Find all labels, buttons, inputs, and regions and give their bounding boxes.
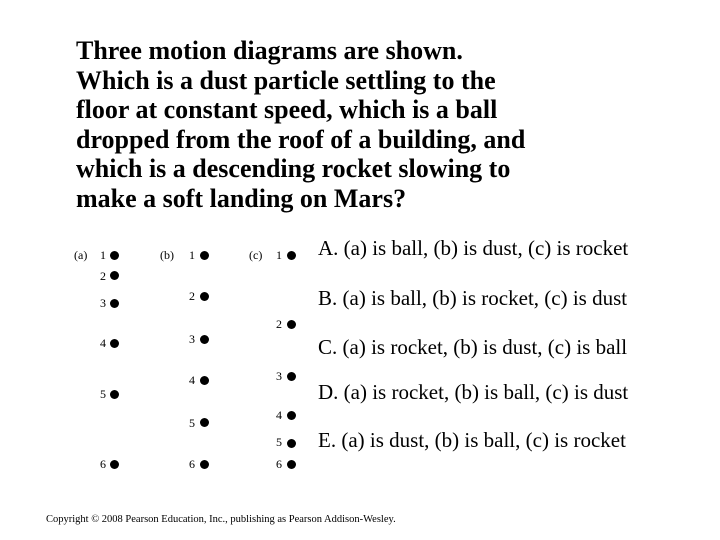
question-line: Three motion diagrams are shown. [76, 36, 463, 65]
diagram-b-label: (b) [160, 248, 174, 262]
diagram-b-frame-number: 6 [189, 457, 195, 471]
question-line: dropped from the roof of a building, and [76, 124, 526, 154]
diagram-b-position-dot [200, 292, 209, 301]
question-line: make a soft landing on Mars? [76, 183, 407, 213]
diagram-c-frame-number: 3 [276, 369, 282, 383]
diagram-a-frame-number: 2 [100, 269, 106, 283]
diagram-c-position-dot [287, 320, 296, 329]
diagram-a-frame-number: 6 [100, 457, 106, 471]
choice-c[interactable]: C. (a) is rocket, (b) is dust, (c) is ball [318, 335, 628, 359]
diagram-b-position-dot [200, 418, 209, 427]
diagram-a-position-dot [110, 271, 119, 280]
diagram-c-frame-number: 5 [276, 435, 282, 449]
diagram-c-position-dot [287, 251, 296, 260]
diagram-c-frame-number: 2 [276, 317, 282, 331]
diagram-a-position-dot [110, 251, 119, 260]
question-line: which is a descending rocket slowing to [76, 154, 511, 183]
copyright-footer: Copyright © 2008 Pearson Education, Inc., publishing as Pearson Addison-Wesley. [46, 514, 396, 525]
diagram-c-frame-number: 6 [276, 457, 282, 471]
diagram-b-frame-number: 2 [189, 289, 195, 303]
question-line: floor at constant speed, which is a ball [76, 95, 498, 124]
question-line: Which is a dust particle settling to the [76, 65, 496, 95]
diagram-c-frame-number: 1 [276, 248, 282, 262]
choice-d[interactable]: D. (a) is rocket, (b) is ball, (c) is dust [318, 380, 629, 404]
diagram-c-label: (c) [249, 248, 263, 262]
diagram-c-position-dot [287, 460, 296, 469]
diagram-a-position-dot [110, 299, 119, 308]
choice-e[interactable]: E. (a) is dust, (b) is ball, (c) is rocket [318, 428, 626, 452]
diagram-b-frame-number: 1 [189, 248, 195, 262]
diagram-c-position-dot [287, 439, 296, 448]
motion-diagrams [0, 0, 320, 480]
diagram-b-position-dot [200, 460, 209, 469]
diagram-a-frame-number: 1 [100, 248, 106, 262]
diagram-a-position-dot [110, 339, 119, 348]
diagram-a-frame-number: 4 [100, 336, 106, 350]
choice-b[interactable]: B. (a) is ball, (b) is rocket, (c) is dust [318, 286, 628, 310]
choice-a[interactable]: A. (a) is ball, (b) is dust, (c) is rocket [318, 236, 629, 260]
diagram-c-position-dot [287, 372, 296, 381]
diagram-b-frame-number: 3 [189, 332, 195, 346]
diagram-b-position-dot [200, 376, 209, 385]
diagram-c-frame-number: 4 [276, 408, 282, 422]
diagram-a-frame-number: 3 [100, 296, 106, 310]
diagram-a-position-dot [110, 460, 119, 469]
diagram-c-position-dot [287, 411, 296, 420]
diagram-b-position-dot [200, 251, 209, 260]
diagram-b-position-dot [200, 335, 209, 344]
diagram-a-position-dot [110, 390, 119, 399]
diagram-a-label: (a) [74, 248, 88, 262]
diagram-b-frame-number: 4 [189, 373, 195, 387]
diagram-a-frame-number: 5 [100, 387, 106, 401]
diagram-b-frame-number: 5 [189, 416, 195, 430]
